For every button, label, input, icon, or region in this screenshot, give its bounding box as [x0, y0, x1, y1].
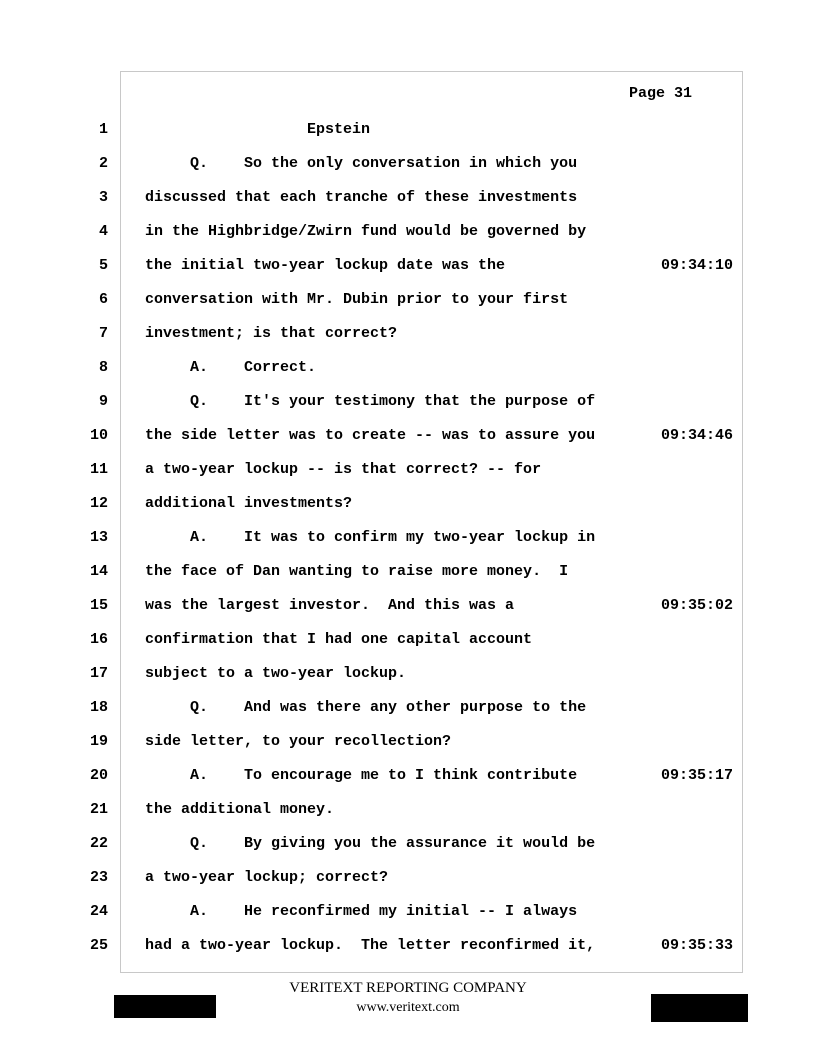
line-text: A. He reconfirmed my initial -- I always — [145, 903, 578, 920]
line-text: conversation with Mr. Dubin prior to your first — [145, 291, 569, 308]
line-number: 19 — [89, 733, 108, 750]
line-text: in the Highbridge/Zwirn fund would be governed by — [145, 223, 587, 240]
transcript-line — [0, 325, 816, 345]
line-number: 8 — [98, 359, 108, 376]
transcript-line — [0, 393, 816, 413]
line-number: 12 — [89, 495, 108, 512]
footer-company-name: VERITEXT REPORTING COMPANY — [289, 980, 527, 996]
line-number: 11 — [89, 461, 108, 478]
line-text: the side letter was to create -- was to assure you — [145, 427, 596, 444]
transcript-line — [0, 597, 816, 617]
transcript-line — [0, 257, 816, 277]
line-number: 18 — [89, 699, 108, 716]
transcript-line — [0, 733, 816, 753]
line-number: 22 — [89, 835, 108, 852]
line-number: 6 — [98, 291, 108, 308]
line-number: 1 — [98, 121, 108, 138]
line-timestamp: 09:34:10 — [661, 257, 734, 274]
line-text: the face of Dan wanting to raise more money. I — [145, 563, 569, 580]
line-text: had a two-year lockup. The letter reconfirmed it, — [145, 937, 596, 954]
transcript-line — [0, 835, 816, 855]
line-text: Q. And was there any other purpose to the — [145, 699, 587, 716]
line-text: Q. By giving you the assurance it would be — [145, 835, 596, 852]
line-text: Q. So the only conversation in which you — [145, 155, 578, 172]
transcript-line — [0, 223, 816, 243]
line-number: 24 — [89, 903, 108, 920]
line-timestamp: 09:35:33 — [661, 937, 734, 954]
line-timestamp: 09:34:46 — [661, 427, 734, 444]
line-text: A. Correct. — [145, 359, 317, 376]
line-number: 21 — [89, 801, 108, 818]
transcript-line — [0, 801, 816, 821]
line-text: investment; is that correct? — [145, 325, 398, 342]
line-text: the additional money. — [145, 801, 335, 818]
line-text: a two-year lockup -- is that correct? -- for — [145, 461, 542, 478]
transcript-line — [0, 699, 816, 719]
line-text: confirmation that I had one capital account — [145, 631, 533, 648]
line-number: 25 — [89, 937, 108, 954]
line-text: the initial two-year lockup date was the — [145, 257, 506, 274]
line-text: A. It was to confirm my two-year lockup in — [145, 529, 596, 546]
transcript-line — [0, 937, 816, 957]
line-text: a two-year lockup; correct? — [145, 869, 389, 886]
line-number: 9 — [98, 393, 108, 410]
line-text: A. To encourage me to I think contribute — [145, 767, 578, 784]
transcript-line — [0, 631, 816, 651]
redaction-block-left — [114, 995, 216, 1018]
line-number: 3 — [98, 189, 108, 206]
line-text: Q. It's your testimony that the purpose of — [145, 393, 596, 410]
line-number: 20 — [89, 767, 108, 784]
line-number: 14 — [89, 563, 108, 580]
transcript-line — [0, 563, 816, 583]
transcript-line — [0, 529, 816, 549]
transcript-line — [0, 155, 816, 175]
line-number: 16 — [89, 631, 108, 648]
line-number: 15 — [89, 597, 108, 614]
transcript-line — [0, 461, 816, 481]
transcript-line — [0, 359, 816, 379]
transcript-line — [0, 903, 816, 923]
line-timestamp: 09:35:17 — [661, 767, 734, 784]
line-number: 10 — [89, 427, 108, 444]
line-text: subject to a two-year lockup. — [145, 665, 407, 682]
footer-website: www.veritext.com — [356, 1000, 460, 1015]
redaction-block-right — [651, 994, 748, 1022]
transcript-line — [0, 767, 816, 787]
page-number: Page 31 — [629, 85, 693, 102]
transcript-line — [0, 869, 816, 889]
transcript-line — [0, 495, 816, 515]
line-text: was the largest investor. And this was a — [145, 597, 515, 614]
line-text: additional investments? — [145, 495, 353, 512]
line-timestamp: 09:35:02 — [661, 597, 734, 614]
line-number: 4 — [98, 223, 108, 240]
transcript-line — [0, 427, 816, 447]
line-number: 17 — [89, 665, 108, 682]
transcript-line — [0, 189, 816, 209]
line-text: discussed that each tranche of these investments — [145, 189, 578, 206]
line-number: 13 — [89, 529, 108, 546]
line-number: 7 — [98, 325, 108, 342]
line-number: 2 — [98, 155, 108, 172]
line-number: 23 — [89, 869, 108, 886]
line-text: Epstein — [145, 121, 371, 138]
transcript-line — [0, 121, 816, 141]
line-text: side letter, to your recollection? — [145, 733, 452, 750]
transcript-line — [0, 665, 816, 685]
transcript-line — [0, 291, 816, 311]
line-number: 5 — [98, 257, 108, 274]
